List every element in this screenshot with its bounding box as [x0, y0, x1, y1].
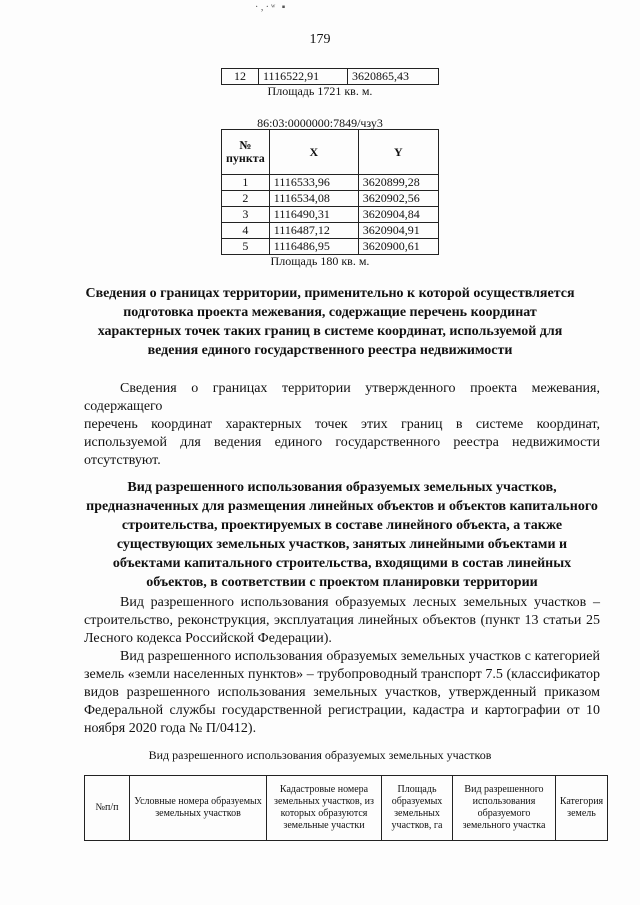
point-number-cell: 2 [222, 191, 270, 207]
header-point-number: № пункта [222, 130, 270, 175]
x-coordinate-cell: 1116486,95 [269, 239, 358, 255]
y-coordinate-cell: 3620904,91 [358, 223, 438, 239]
section-body-boundaries [84, 380, 600, 470]
table-caption: Вид разрешенного использования образуемых земельных участков [148, 748, 492, 762]
y-coordinate-cell: 3620902,56 [358, 191, 438, 207]
x-coordinate-cell: 1116487,12 [269, 223, 358, 239]
coordinates-table-continued [221, 68, 439, 85]
header-land-category: Категория земель [556, 776, 608, 841]
paragraph: Сведения о границах территории утвержденного проекта межевания, содержащего [84, 381, 600, 414]
section-heading-permitted-use: Вид разрешенного использования образуемых земельных участков, предназначенных для размещения линейных объектов и объектов капитального строительства, проектируемых в составе линейного объекта, а также существующих земельных участков, занятых линейными объектами и объектами капитального строительства, входящими в состав линейных объектов, в соответствии с проектом планировки территории [86, 480, 598, 590]
table-header-row [85, 776, 608, 841]
table-row [222, 191, 439, 207]
header-cadastral-numbers: Кадастровые номера земельных участков, из которых образуются земельные участки [267, 776, 382, 841]
cadastral-number: 86:03:0000000:7849/чзу3 [257, 116, 383, 130]
x-coordinate-cell: 1116490,31 [269, 207, 358, 223]
paragraph: Вид разрешенного использования образуемых земельных участков с категорией земель «земли населенных пунктов» – трубопроводный транспорт 7.5 (классификатор видов разрешенного использования земельных участков, утвержденный приказом Федеральной службы государственной регистрации, кадастра и картографии от 10 ноября 2020 года № П/0412). [84, 649, 600, 736]
section-heading-boundaries: Сведения о границах территории, применительно к которой осуществляется подготовка проекта межевания, содержащие перечень координат характерных точек таких границ в системе координат, используемой для ведения единого государственного реестра недвижимости [85, 286, 575, 358]
x-coordinate-cell: 1116522,91 [259, 69, 348, 85]
y-coordinate-cell: 3620900,61 [358, 239, 438, 255]
point-number-cell: 1 [222, 175, 270, 191]
area-label: Площадь 1721 кв. м. [267, 84, 373, 98]
header-area: Площадь образуемых земельных участков, га [382, 776, 453, 841]
table-row [222, 207, 439, 223]
y-coordinate-cell: 3620899,28 [358, 175, 438, 191]
section-body-permitted-use [84, 594, 600, 738]
header-x: X [269, 130, 358, 175]
x-coordinate-cell: 1116533,96 [269, 175, 358, 191]
y-coordinate-cell: 3620865,43 [348, 69, 439, 85]
table-row [222, 175, 439, 191]
point-number-cell: 5 [222, 239, 270, 255]
table-header-row [222, 130, 439, 175]
header-permitted-use: Вид разрешенного использования образуемого земельного участка [453, 776, 556, 841]
point-number-cell: 12 [222, 69, 259, 85]
table-row [222, 239, 439, 255]
header-conditional-numbers: Условные номера образуемых земельных участков [130, 776, 267, 841]
header-y: Y [358, 130, 438, 175]
table-row [222, 69, 439, 85]
header-row-number: №п/п [85, 776, 130, 841]
x-coordinate-cell: 1116534,08 [269, 191, 358, 207]
paragraph: перечень координат характерных точек этих границ в системе координат, используемой для ведения единого государственного реестра недвижимости отсутствуют. [84, 417, 600, 468]
point-number-cell: 3 [222, 207, 270, 223]
page-number: 179 [309, 32, 331, 47]
permitted-use-table [84, 775, 608, 841]
scan-noise: ·‚·ʷ ▪︎ [255, 2, 288, 13]
area-label: Площадь 180 кв. м. [270, 254, 370, 268]
paragraph: Вид разрешенного использования образуемых лесных земельных участков – строительство, реконструкция, эксплуатация линейных объектов (пункт 13 статьи 25 Лесного кодекса Российской Федерации). [84, 595, 600, 646]
table-row [222, 223, 439, 239]
coordinates-table [221, 129, 439, 255]
point-number-cell: 4 [222, 223, 270, 239]
y-coordinate-cell: 3620904,84 [358, 207, 438, 223]
